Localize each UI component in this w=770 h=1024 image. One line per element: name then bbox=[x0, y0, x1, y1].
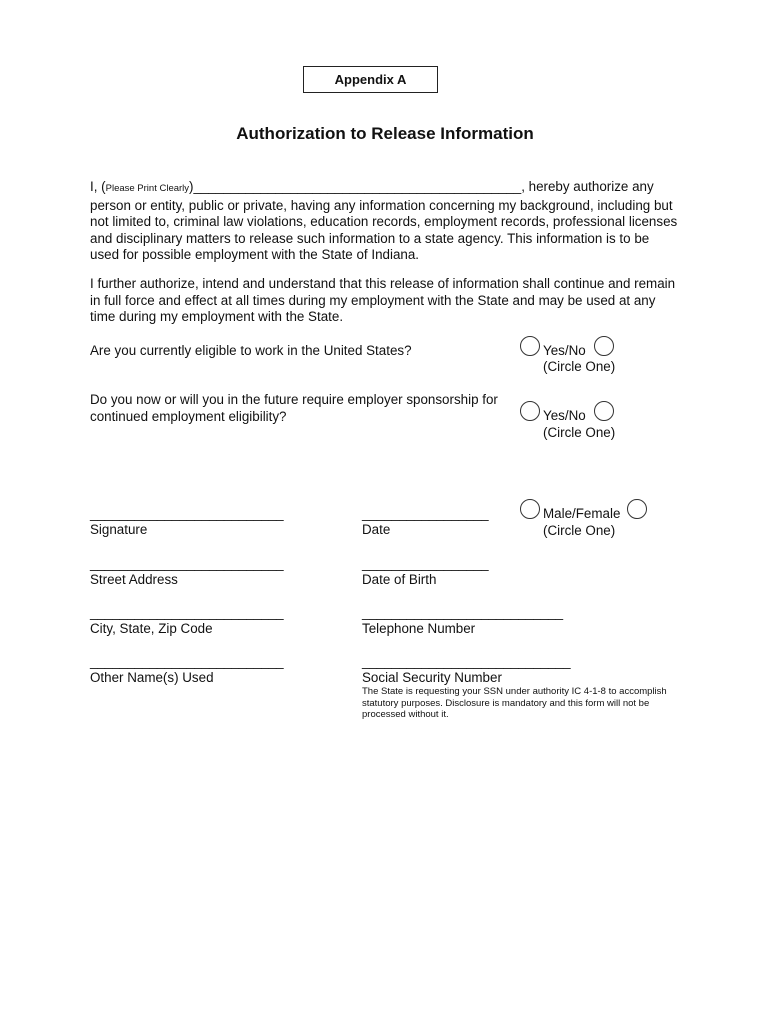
yes-circle-1[interactable] bbox=[520, 336, 540, 356]
intro-prefix: I, ( bbox=[90, 179, 106, 194]
date-line[interactable]: _________________ bbox=[362, 506, 489, 521]
circle-one-label-3: (Circle One) bbox=[543, 523, 616, 538]
circle-one-label-2: (Circle One) bbox=[543, 425, 616, 440]
date-of-birth-label: Date of Birth bbox=[362, 572, 437, 587]
street-address-line[interactable]: __________________________ bbox=[90, 556, 284, 571]
date-of-birth-line[interactable]: _________________ bbox=[362, 556, 489, 571]
ssn-label: Social Security Number bbox=[362, 670, 502, 685]
telephone-line[interactable]: ___________________________ bbox=[362, 605, 564, 620]
city-state-zip-label: City, State, Zip Code bbox=[90, 621, 213, 636]
name-blank[interactable]: )____________________________________________ bbox=[189, 179, 522, 194]
city-state-zip-line[interactable]: __________________________ bbox=[90, 605, 284, 620]
yes-circle-2[interactable] bbox=[520, 401, 540, 421]
question-work-eligibility: Are you currently eligible to work in the United States? bbox=[90, 343, 412, 358]
signature-label: Signature bbox=[90, 522, 148, 537]
telephone-label: Telephone Number bbox=[362, 621, 476, 636]
appendix-label: Appendix A bbox=[303, 66, 438, 93]
authorization-paragraph bbox=[90, 179, 680, 264]
no-circle-1[interactable] bbox=[594, 336, 614, 356]
ssn-disclosure-note: The State is requesting your SSN under authority IC 4-1-8 to accomplish statutory purposes. Disclosure is mandatory and this form will not be processed without it. bbox=[362, 686, 667, 720]
other-names-label: Other Name(s) Used bbox=[90, 670, 214, 685]
intro-after-blank: , hereby authorize any bbox=[521, 179, 654, 194]
female-circle[interactable] bbox=[627, 499, 647, 519]
male-female-label: Male/Female bbox=[543, 506, 621, 521]
date-label: Date bbox=[362, 522, 391, 537]
print-hint: Please Print Clearly bbox=[105, 183, 190, 194]
street-address-label: Street Address bbox=[90, 572, 178, 587]
other-names-line[interactable]: __________________________ bbox=[90, 654, 284, 669]
yes-no-label-2: Yes/No bbox=[543, 408, 586, 423]
further-paragraph: I further authorize, intend and understand that this release of information shall continue and remain in full force and effect at all times during my employment with the State and may be used at any time during my employment with the State. bbox=[90, 276, 676, 324]
male-circle[interactable] bbox=[520, 499, 540, 519]
yes-no-label-1: Yes/No bbox=[543, 343, 586, 358]
page-title: Authorization to Release Information bbox=[236, 124, 534, 143]
signature-line[interactable]: __________________________ bbox=[90, 506, 284, 521]
intro-rest: person or entity, public or private, having any information concerning my background, including but not limited to, criminal law violations, education records, employment records, professional licenses and disciplinary matters to release such information to a state agency. This information is to be used for possible employment with the State of Indiana. bbox=[90, 197, 678, 262]
circle-one-label-1: (Circle One) bbox=[543, 359, 616, 374]
no-circle-2[interactable] bbox=[594, 401, 614, 421]
question-sponsorship: Do you now or will you in the future require employer sponsorship for continued employment eligibility? bbox=[90, 392, 498, 424]
ssn-line[interactable]: ____________________________ bbox=[362, 654, 571, 669]
